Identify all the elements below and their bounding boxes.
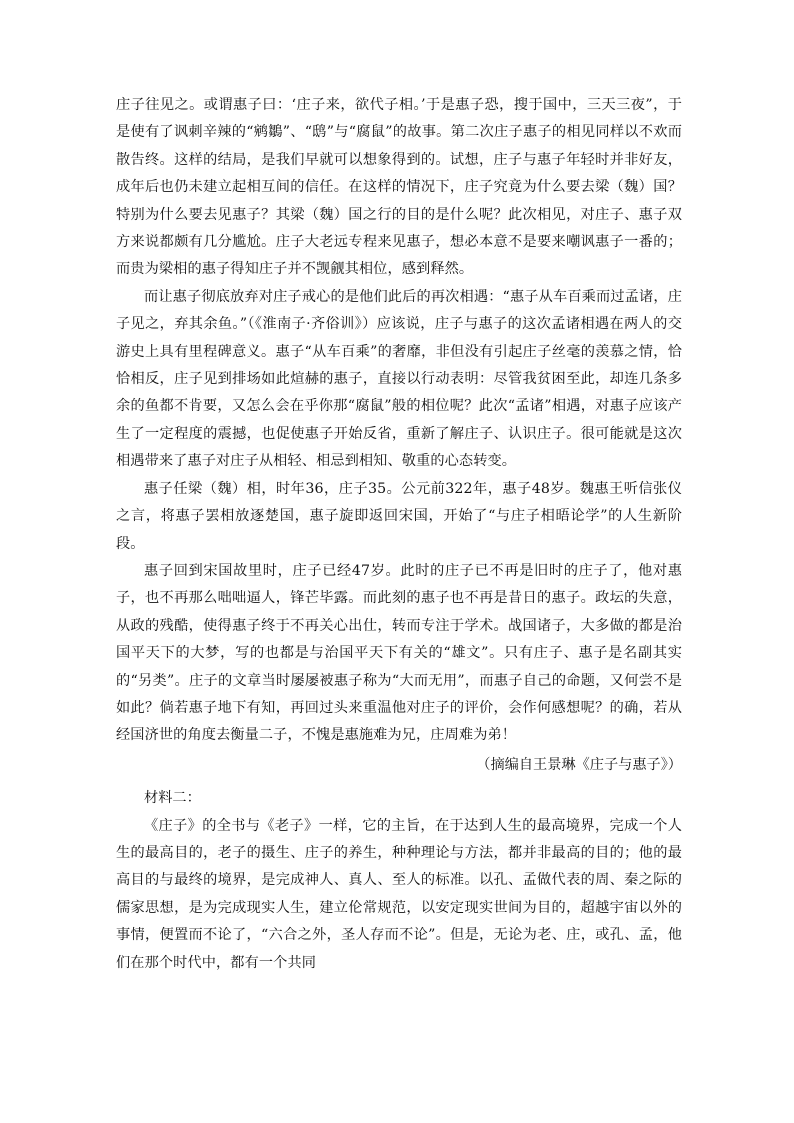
document-body [116,92,682,977]
paragraph-4: 惠子回到宋国故里时，庄子已经47岁。此时的庄子已不再是旧时的庄子了，他对惠子，也不再那么咄咄逼人，锋芒毕露。而此刻的惠子也不再是昔日的惠子。政坛的失意，从政的残酷，使得惠子终于不再关心出仕，转而专注于学术。战国诸子，大多做的都是治国平天下的大梦，写的也都是与治国平天下有关的“雄文”。只有庄子、惠子是名副其实的“另类”。庄子的文章当时屡屡被惠子称为“大而无用”，而惠子自己的命题，又何尝不是如此？倘若惠子地下有知，再回过头来重温他对庄子的评价，会作何感想呢？的确，若从经国济世的角度去衡量二子，不愧是惠施难为兄，庄周难为弟！ [116,562,682,744]
material-2-paragraph: 《庄子》的全书与《老子》一样，它的主旨，在于达到人生的最高境界，完成一个人生的最高目的，老子的摄生、庄子的养生，种种理论与方法，都并非最高的目的；他的最高目的与最终的境界，是完成神人、真人、至人的标准。以孔、孟做代表的周、秦之际的儒家思想，是为完成现实人生，建立伦常规范，以安定现实世间为目的，超越宇宙以外的事情，便置而不论了，“六合之外，圣人存而不论”。但是，无论为老、庄，或孔、孟，他们在那个时代中，都有一个共同 [116,817,682,971]
paragraph-3: 惠子任梁（魏）相，时年36，庄子35。公元前322年，惠子48岁。魏惠王听信张仪之言，将惠子罢相放逐楚国，惠子旋即返回宋国，开始了“与庄子相晤论学”的人生新阶段。 [116,480,682,552]
material-2-label: 材料二： [144,790,201,807]
paragraph-2: 而让惠子彻底放弃对庄子戒心的是他们此后的再次相遇：“惠子从车百乘而过孟诸，庄子见之，弃其余鱼。”（《淮南子·齐俗训》）应该说，庄子与惠子的这次孟诸相遇在两人的交游史上具有里程碑意义。惠子“从车百乘”的奢靡，非但没有引起庄子丝毫的羡慕之情，恰恰相反，庄子见到排场如此煊赫的惠子，直接以行动表明：尽管我贫困至此，却连几条多余的鱼都不肯要，又怎么会在乎你那“腐鼠”般的相位呢？此次“孟诸”相遇，对惠子应该产生了一定程度的震撼，也促使惠子开始反省，重新了解庄子、认识庄子。很可能就是这次相遇带来了惠子对庄子从相轻、相忌到相知、敬重的心态转变。 [116,288,682,470]
source-citation: （摘编自王景琳《庄子与惠子》） [476,756,682,773]
paragraph-1: 庄子往见之。或谓惠子曰：‘庄子来，欲代子相。’于是惠子恐，搜于国中，三天三夜”，于是使有了讽刺辛辣的“鹓鶵”、“鸱”与“腐鼠”的故事。第二次庄子惠子的相见同样以不欢而散告终。这样的结局，是我们早就可以想象得到的。试想，庄子与惠子年轻时并非好友，成年后也仍未建立起相互间的信任。在这样的情况下，庄子究竟为什么要去梁（魏）国？特别为什么要去见惠子？其梁（魏）国之行的目的是什么呢？此次相见，对庄子、惠子双方来说都颇有几分尴尬。庄子大老远专程来见惠子，想必本意不是要来嘲讽惠子一番的；而贵为梁相的惠子得知庄子并不觊觎其相位，感到释然。 [116,97,682,278]
